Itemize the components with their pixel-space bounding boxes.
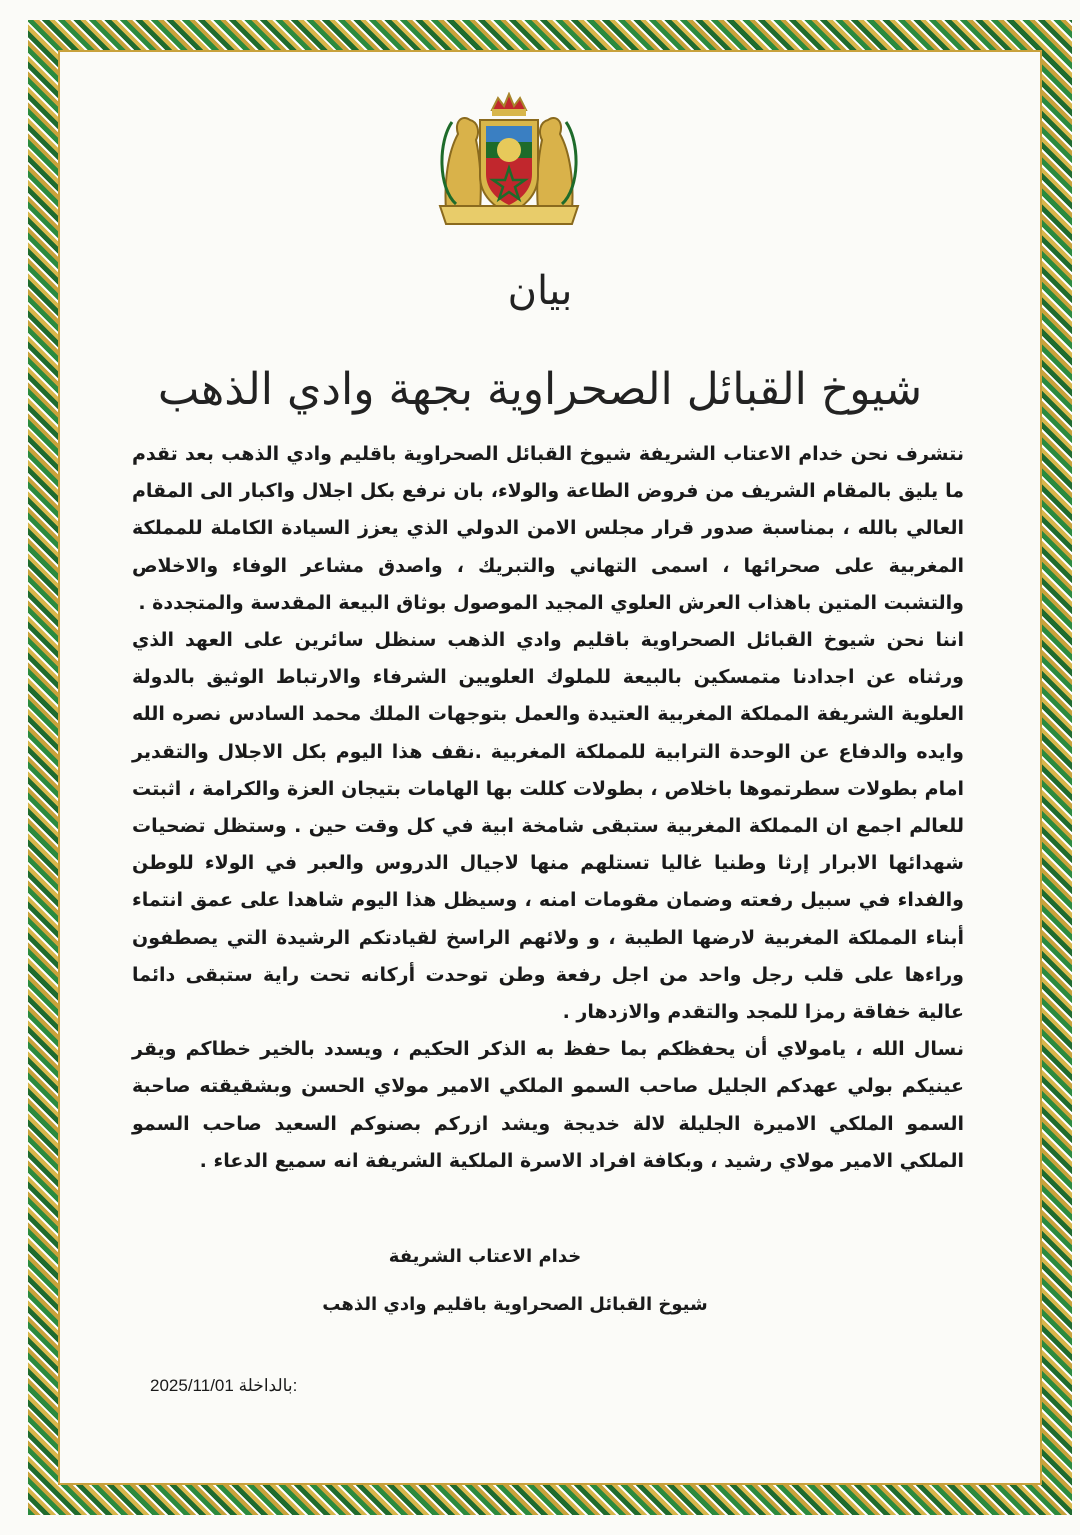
place-label: بالداخلة:: [238, 1376, 298, 1395]
paragraph: نتشرف نحن خدام الاعتاب الشريفة شيوخ القبائل الصحراوية باقليم وادي الذهب بعد تقدم ما يليق بالمقام الشريف من فروض الطاعة والولاء، بان نرفع بكل اجلال واكبار الى المقام العالي بالله ، بمناسبة صدور قرار مجلس الامن الدولي الذي يعزز السيادة الكاملة للمملكة المغربية على صحرائها ، اسمى التهاني والتبريك ، واصدق مشاعر الوفاء والاخلاص والتشبت المتين باهذاب العرش العلوي المجيد الموصول بوثاق البيعة المقدسة والمتجددة .: [132, 443, 964, 614]
statement-body: [132, 436, 964, 1180]
signature-line-1: خدام الاعتاب الشريفة: [388, 1246, 582, 1267]
signature-line-2: شيوخ القبائل الصحراوية باقليم وادي الذهب: [322, 1294, 708, 1315]
document-date: 2025/11/01: [150, 1376, 234, 1395]
document-subtitle: شيوخ القبائل الصحراوية بجهة وادي الذهب: [157, 364, 923, 415]
coat-of-arms-emblem: [434, 92, 584, 228]
paragraph: نسال الله ، يامولاي أن يحفظكم بما حفظ به الذكر الحكيم ، ويسدد بالخير خطاكم ويقر عينيكم بولي عهدكم الجليل صاحب السمو الملكي الامير مولاي الحسن وبشقيقته صاحبة السمو الملكي الاميرة الجليلة لالة خديجة ويشد ازركم بصنوكم السعيد صاحب السمو الملكي الامير مولاي رشيد ، وبكافة افراد الاسرة الملكية الشريفة انه سميع الدعاء .: [132, 1038, 964, 1172]
paragraph: اننا نحن شيوخ القبائل الصحراوية باقليم وادي الذهب سنظل سائرين على العهد الذي ورثناه عن اجدادنا متمسكين بالبيعة للملوك العلويين الشرفاء والارتباط الوثيق بالدولة العلوية الشريفة المملكة المغربية العتيدة والعمل بتوجهات الملك محمد السادس نصره الله وايده والدفاع عن الوحدة الترابية للمملكة المغربية .نقف هذا اليوم بكل الاجلال والتقدير امام بطولات سطرتموها باخلاص ، بطولات كللت بها الهامات بتيجان العزة والكرامة ، اثبتت للعالم اجمع ان المملكة المغربية ستبقى شامخة ابية في كل وقت حين . وستظل تضحيات شهدائها الابرار إرثا وطنيا غاليا تستلهم منها لاجيال الدروس والعبر في الولاء للوطن والفداء في سبيل رفعته وضمان مقومات امنه ، وسيظل هذا اليوم شاهدا على عمق انتماء أبناء المملكة المغربية لارضها الطيبة ، و ولائهم الراسخ لقيادتكم الرشيدة التي يصطفون وراءها على قلب رجل واحد من اجل رفعة وطن توحدت أركانه تحت راية ستبقى دائما عالية خفاقة رمزا للمجد والتقدم والازدهار .: [132, 629, 964, 1024]
place-and-date: [150, 1376, 297, 1396]
document-title: بيان: [507, 268, 573, 314]
